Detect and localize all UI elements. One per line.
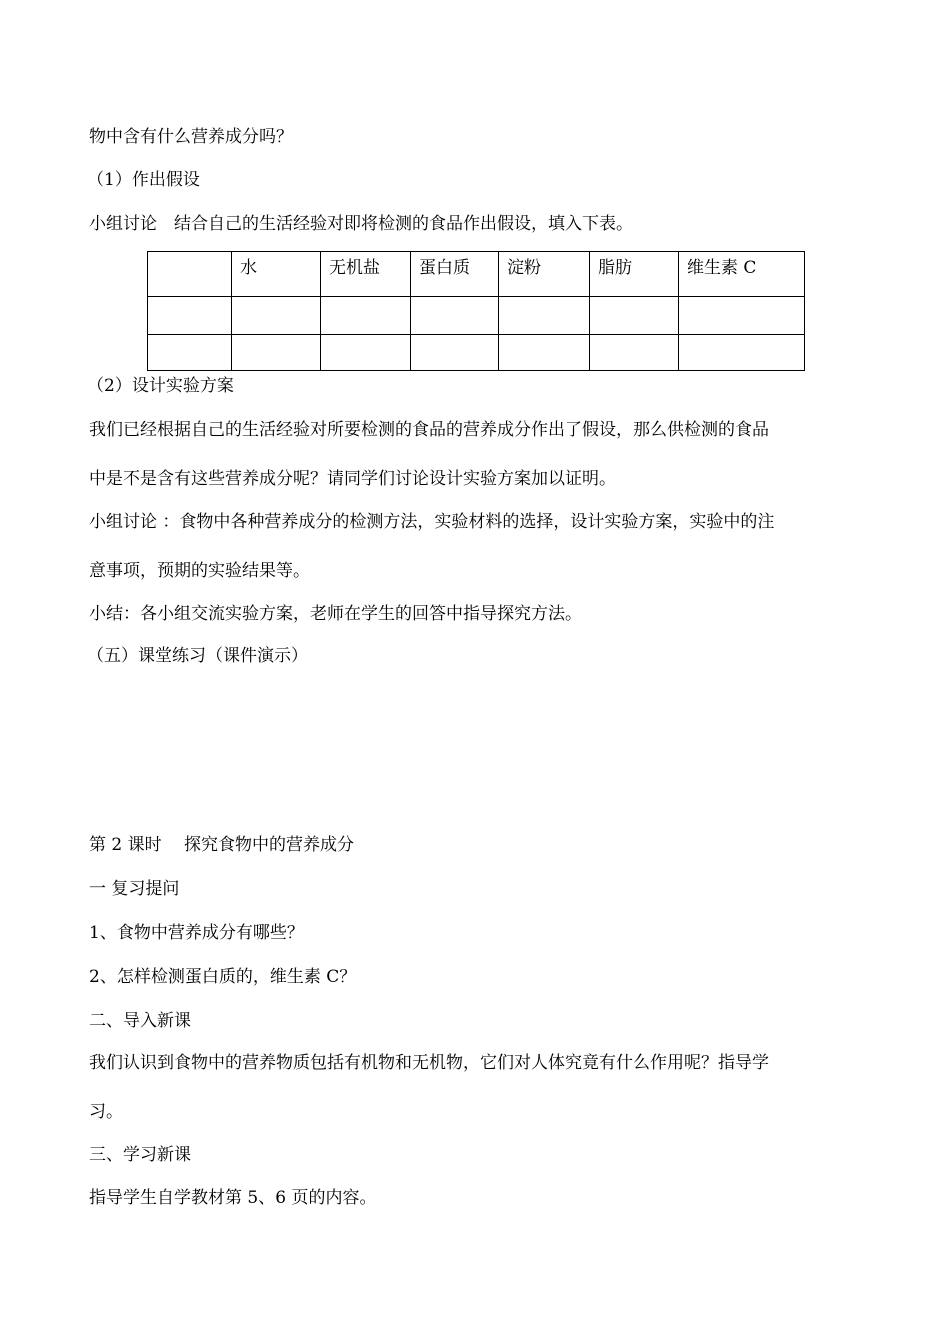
- table-row: [148, 297, 805, 335]
- text-line: 意事项，预期的实验结果等。: [89, 561, 310, 581]
- section-heading: （五）课堂练习（课件演示）: [87, 646, 308, 666]
- table-header-cell: 蛋白质: [411, 252, 499, 297]
- text-line: 小组讨论 结合自己的生活经验对即将检测的食品作出假设，填入下表。: [89, 214, 633, 234]
- step-heading: （2）设计实验方案: [87, 376, 234, 396]
- question-line: 1、食物中营养成分有哪些？: [89, 923, 304, 943]
- table-cell: [590, 297, 679, 335]
- table-header-cell: 淀粉: [499, 252, 590, 297]
- table-header-cell: 维生素 C: [679, 252, 805, 297]
- question-line: 2、怎样检测蛋白质的，维生素 C？: [89, 967, 357, 987]
- text-line: 我们已经根据自己的生活经验对所要检测的食品的营养成分作出了假设，那么供检测的食品: [89, 420, 769, 440]
- text-line: 指导学生自学教材第 5、6 页的内容。: [89, 1188, 377, 1208]
- table-cell: [321, 297, 411, 335]
- table-cell: [232, 297, 321, 335]
- table-cell: [499, 335, 590, 371]
- table-header-cell: [148, 252, 232, 297]
- text-line: 我们认识到食物中的营养物质包括有机物和无机物，它们对人体究竟有什么作用呢？指导学: [89, 1053, 769, 1073]
- hypothesis-table: [147, 251, 805, 371]
- table-cell: [679, 335, 805, 371]
- text-line: 习。: [89, 1102, 123, 1122]
- table-cell: [411, 335, 499, 371]
- table-cell: [321, 335, 411, 371]
- section-heading: 三、学习新课: [89, 1145, 191, 1165]
- summary-line: 小结：各小组交流实验方案，老师在学生的回答中指导探究方法。: [89, 604, 582, 624]
- table-header-cell: 无机盐: [321, 252, 411, 297]
- table-cell: [411, 297, 499, 335]
- section-heading: 一 复习提问: [89, 879, 180, 899]
- table-cell: [499, 297, 590, 335]
- table-header-row: [148, 252, 805, 297]
- lesson-title: 第 2 课时 探究食物中的营养成分: [89, 835, 355, 855]
- table-cell: [148, 335, 232, 371]
- text-line: 物中含有什么营养成分吗？: [89, 127, 293, 147]
- table-row: [148, 335, 805, 371]
- text-line: 中是不是含有这些营养成分呢？请同学们讨论设计实验方案加以证明。: [89, 469, 616, 489]
- table-cell: [679, 297, 805, 335]
- section-heading: 二、导入新课: [89, 1011, 191, 1031]
- table-header-cell: 脂肪: [590, 252, 679, 297]
- table-cell: [232, 335, 321, 371]
- table-cell: [148, 297, 232, 335]
- step-heading: （1）作出假设: [87, 170, 200, 190]
- table-cell: [590, 335, 679, 371]
- text-line: 小组讨论 ：食物中各种营养成分的检测方法，实验材料的选择，设计实验方案，实验中的注: [89, 512, 775, 532]
- table-header-cell: 水: [232, 252, 321, 297]
